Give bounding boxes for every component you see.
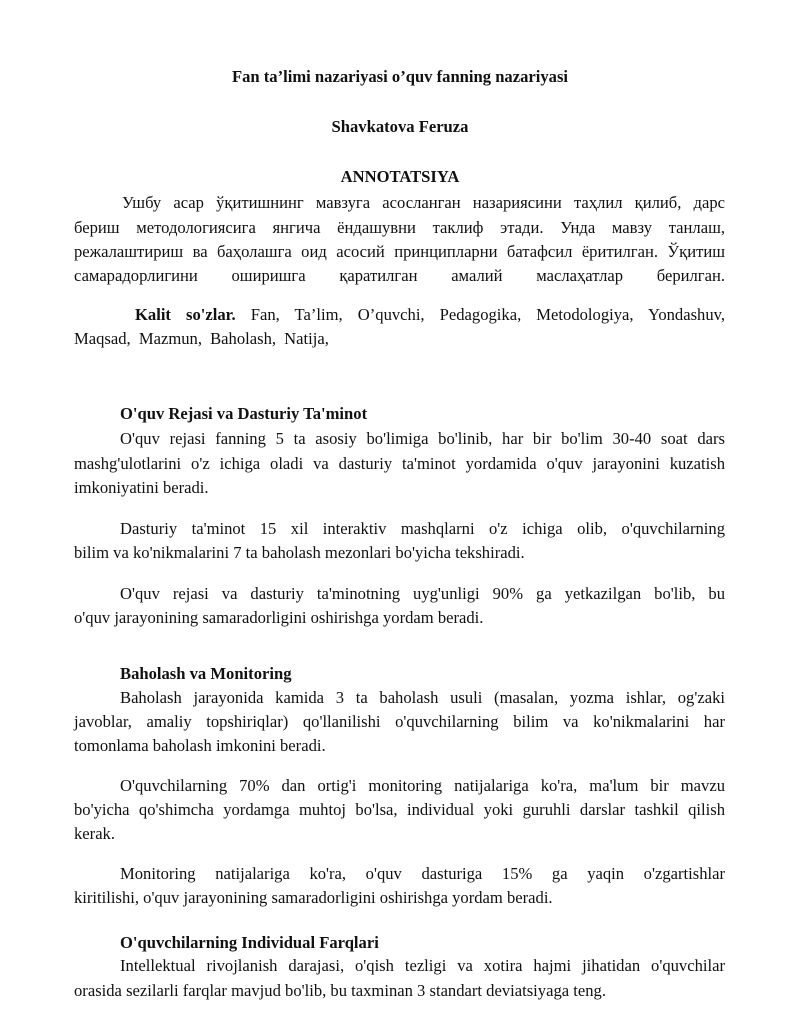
paragraph-line: bo'yicha qo'shimcha yordamga muhtoj bo'lsa, individual yoki guruhli darslar tashkil qilish — [74, 800, 725, 819]
paragraph-line: kerak. — [74, 824, 115, 843]
annotation-heading: ANNOTATSIYA — [340, 167, 460, 186]
keywords-line — [135, 304, 725, 326]
paragraph-line: O'quv rejasi va dasturiy ta'minotning uyg'unligi 90% ga yetkazilgan bo'lib, bu — [120, 584, 725, 603]
keywords-list: Fan, Ta’lim, O’quvchi, Pedagogika, Metodologiya, Yondashuv, — [235, 305, 725, 324]
section-heading: O'quvchilarning Individual Farqlari — [120, 933, 379, 952]
paragraph-line: o'quv jarayonining samaradorligini oshirishga yordam beradi. — [74, 608, 484, 627]
section-heading: Baholash va Monitoring — [120, 664, 292, 683]
paragraph-line: tomonlama baholash imkonini beradi. — [74, 736, 326, 755]
paragraph-line: kiritilishi, o'quv jarayonining samaradorligini oshirishga yordam beradi. — [74, 888, 553, 907]
annotation-line: Ушбу асар ўқитишнинг мавзуга асосланган назариясини таҳлил қилиб, дарс — [122, 193, 725, 212]
paragraph-line: O'quvchilarning 70% dan ortig'i monitoring natijalariga ko'ra, ma'lum bir mavzu — [120, 776, 725, 795]
paragraph-line: mashg'ulotlarini o'z ichiga oladi va dasturiy ta'minot yordamida o'quv jarayonini kuzatish — [74, 454, 725, 473]
keywords-continuation: Maqsad, Mazmun, Baholash, Natija, — [74, 329, 329, 348]
paragraph-line: Dasturiy ta'minot 15 xil interaktiv mashqlarni o'z ichiga olib, o'quvchilarning — [120, 519, 725, 538]
annotation-line: бериш методологиясига янгича ёндашувни таклиф этади. Унда мавзу танлаш, — [74, 218, 725, 237]
paragraph-line: orasida sezilarli farqlar mavjud bo'lib, bu taxminan 3 standart deviatsiyaga teng. — [74, 981, 606, 1000]
document-title: Fan ta’limi nazariyasi o’quv fanning nazariyasi — [231, 67, 569, 86]
paragraph-line: Baholash jarayonida kamida 3 ta baholash usuli (masalan, yozma ishlar, og'zaki — [120, 688, 725, 707]
paragraph-line: javoblar, amaliy topshiriqlar) qo'llanilishi o'quvchilarning bilim va ko'nikmalarini har — [74, 712, 725, 731]
section-heading: O'quv Rejasi va Dasturiy Ta'minot — [120, 404, 368, 423]
paragraph-line: imkoniyatini beradi. — [74, 478, 209, 497]
author-name: Shavkatova Feruza — [331, 117, 469, 136]
paragraph-line: bilim va ko'nikmalarini 7 ta baholash mezonlari bo'yicha tekshiradi. — [74, 543, 525, 562]
paragraph-line: Monitoring natijalariga ko'ra, o'quv dasturiga 15% ga yaqin o'zgartishlar — [120, 864, 725, 883]
annotation-line: самарадорлигини оширишга қаратилган амалий маслаҳатлар берилган. — [74, 266, 725, 285]
paragraph-line: Intellektual rivojlanish darajasi, o'qish tezligi va xotira hajmi jihatidan o'quvchilar — [120, 956, 725, 975]
keywords-label: Kalit so'zlar. — [135, 305, 236, 324]
annotation-line: режалаштириш ва баҳолашга оид асосий принципларни батафсил ёритилган. Ўқитиш — [74, 242, 725, 261]
paragraph-line: O'quv rejasi fanning 5 ta asosiy bo'limiga bo'linib, har bir bo'lim 30-40 soat dars — [120, 429, 725, 448]
